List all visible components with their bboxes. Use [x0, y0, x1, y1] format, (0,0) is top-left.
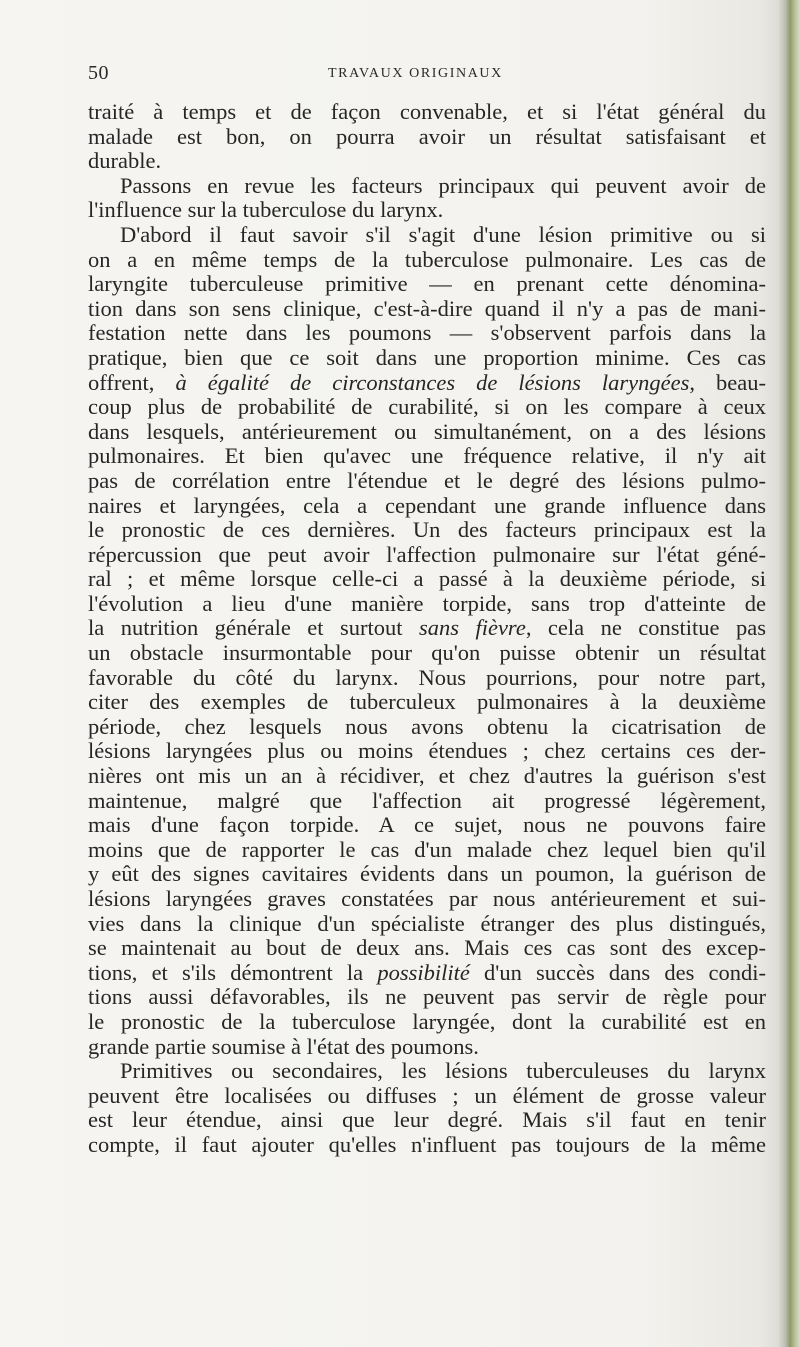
text-line: grande partie soumise à l'état des poumons. — [88, 1034, 479, 1059]
text-line: durable. — [88, 149, 162, 174]
text-line: nières ont mis un an à récidiver, et chez d'autres la guérison s'est — [88, 764, 766, 789]
text-line: dans lesquels, antérieurement ou simultanément, on a des lésions — [88, 419, 766, 444]
text-line: citer des exemples de tuberculeux pulmonaires à la deuxième — [88, 690, 766, 715]
italic-phrase: à égalité de circonstances de lésions laryngées — [175, 370, 690, 395]
text-line: tions aussi défavorables, ils ne peuvent pas servir de règle pour — [88, 985, 766, 1010]
page-edge — [778, 0, 800, 1347]
text-line: naires et laryngées, cela a cependant une grande influence dans — [88, 493, 766, 518]
text-line: Passons en revue les facteurs principaux qui peuvent avoir de — [120, 173, 766, 198]
text-line: moins que de rapporter le cas d'un malade chez lequel bien qu'il — [88, 837, 766, 862]
text-line: se maintenait au bout de deux ans. Mais ces cas sont des excep- — [88, 936, 766, 961]
text-line: peuvent être localisées ou diffuses ; un élément de grosse valeur — [88, 1083, 766, 1108]
text-line: y eût des signes cavitaires évidents dans un poumon, la guérison de — [88, 862, 766, 887]
text-line: Primitives ou secondaires, les lésions tuberculeuses du larynx — [120, 1059, 766, 1084]
text-line: la nutrition générale et surtout sans fièvre, cela ne constitue pas — [88, 616, 766, 641]
text-line: maintenue, malgré que l'affection ait progressé légèrement, — [88, 788, 766, 813]
text-line: laryngite tuberculeuse primitive — en prenant cette dénomina- — [88, 272, 766, 297]
text-line: pas de corrélation entre l'étendue et le degré des lésions pulmo- — [88, 468, 766, 493]
text-line: offrent, à égalité de circonstances de lésions laryngées, beau- — [88, 370, 766, 395]
body-text — [88, 100, 766, 1158]
page-header — [88, 62, 768, 86]
text-line: festation nette dans les poumons — s'observent parfois dans la — [88, 321, 766, 346]
italic-phrase: sans fièvre — [418, 616, 526, 641]
text-line: lésions laryngées plus ou moins étendues ; chez certains ces der- — [88, 739, 766, 764]
text-line: le pronostic de la tuberculose laryngée, dont la curabilité est en — [88, 1009, 766, 1034]
page-number: 50 — [88, 62, 109, 84]
text-line: on a en même temps de la tuberculose pulmonaire. Les cas de — [88, 247, 766, 272]
text-line: tions, et s'ils démontrent la possibilité d'un succès dans des condi- — [88, 960, 766, 985]
text-line: favorable du côté du larynx. Nous pourrions, pour notre part, — [88, 665, 766, 690]
text-line: un obstacle insurmontable pour qu'on puisse obtenir un résultat — [88, 641, 766, 666]
text-line: tion dans son sens clinique, c'est-à-dire quand il n'y a pas de mani- — [88, 296, 766, 321]
text-line: pratique, bien que ce soit dans une proportion minime. Ces cas — [88, 345, 766, 370]
text-line: mais d'une façon torpide. A ce sujet, nous ne pouvons faire — [88, 813, 766, 838]
text-line: vies dans la clinique d'un spécialiste étranger des plus distingués, — [88, 911, 766, 936]
text-line: l'évolution a lieu d'une manière torpide, sans trop d'atteinte de — [88, 591, 766, 616]
text-line: traité à temps et de façon convenable, et si l'état général du — [88, 100, 766, 124]
text-line: compte, il faut ajouter qu'elles n'influent pas toujours de la même — [88, 1132, 766, 1157]
text-line: le pronostic de ces dernières. Un des facteurs principaux est la — [88, 518, 766, 543]
running-head: TRAVAUX ORIGINAUX — [328, 66, 503, 81]
text-line: malade est bon, on pourra avoir un résultat satisfaisant et — [88, 124, 766, 149]
text-line: lésions laryngées graves constatées par nous antérieurement et sui- — [88, 887, 766, 911]
text-line: D'abord il faut savoir s'il s'agit d'une lésion primitive ou si — [120, 222, 766, 247]
text-line: pulmonaires. Et bien qu'avec une fréquence relative, il n'y ait — [88, 444, 766, 469]
text-line: coup plus de probabilité de curabilité, si on les compare à ceux — [88, 395, 766, 420]
text-line: ral ; et même lorsque celle-ci a passé à la deuxième période, si — [88, 567, 766, 592]
text-line: est leur étendue, ainsi que leur degré. Mais s'il faut en tenir — [88, 1108, 766, 1133]
text-line: l'influence sur la tuberculose du larynx. — [88, 198, 444, 223]
text-line: période, chez lesquels nous avons obtenu la cicatrisation de — [88, 714, 766, 739]
italic-phrase: possibilité — [377, 960, 470, 985]
text-line: répercussion que peut avoir l'affection pulmonaire sur l'état géné- — [88, 542, 766, 567]
